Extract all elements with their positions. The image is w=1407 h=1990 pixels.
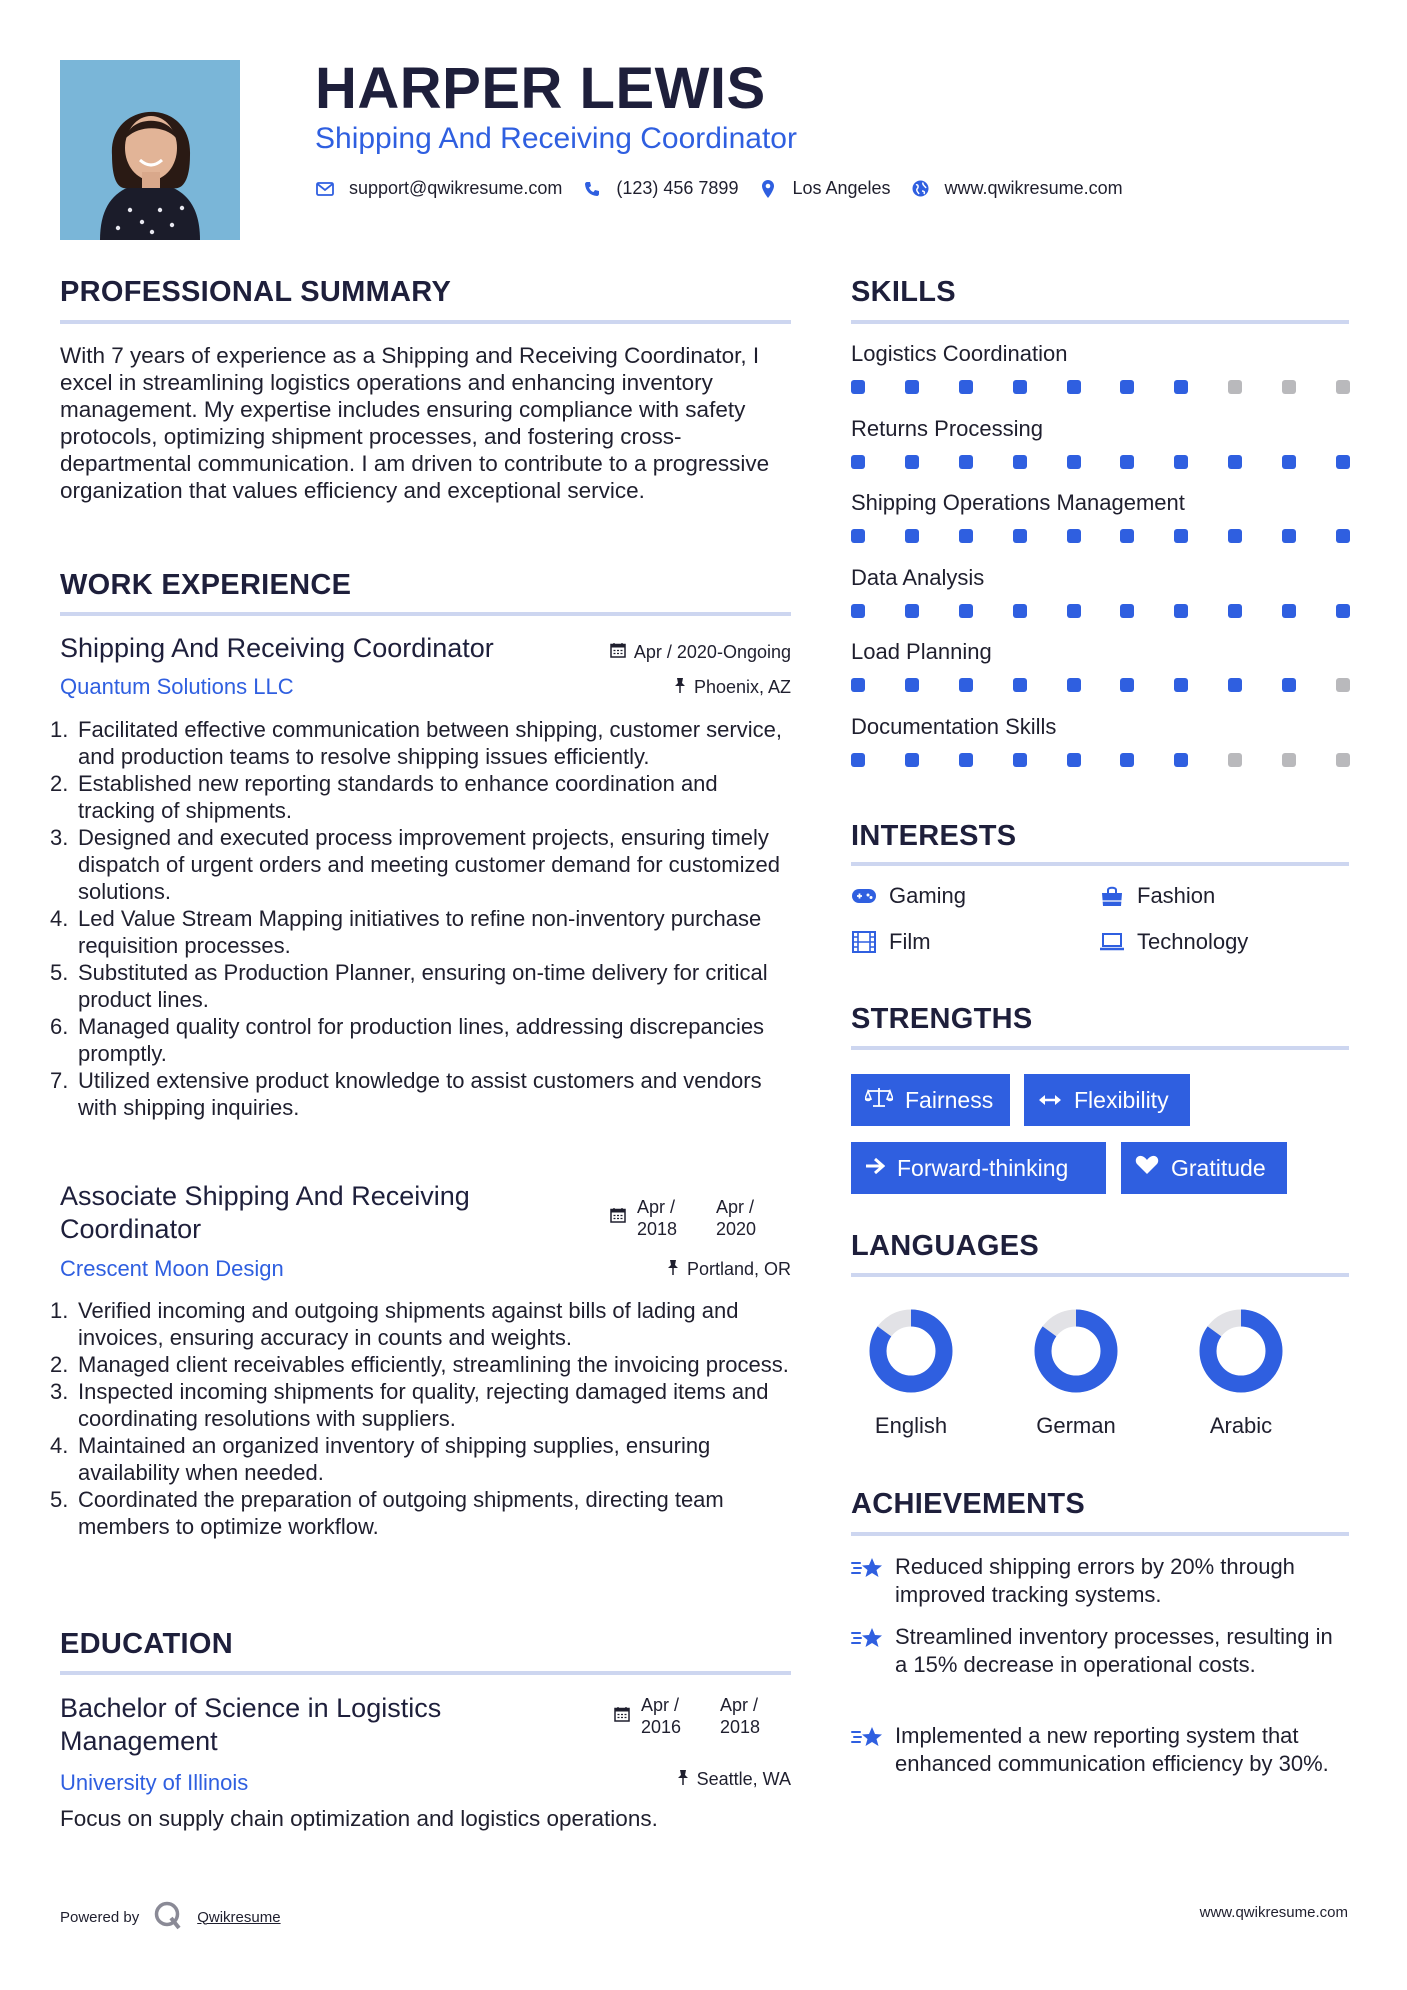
rating-dot-filled — [1174, 604, 1188, 618]
interests-heading: INTERESTS — [851, 820, 1017, 852]
job-location-text-2: Portland, OR — [686, 1259, 791, 1279]
rating-dot-filled — [1228, 678, 1242, 692]
bullet-number: 1. — [50, 1298, 69, 1323]
rating-dot-filled — [959, 604, 973, 618]
footer-website[interactable]: www.qwikresume.com — [1199, 1904, 1348, 1921]
language-label: German — [1036, 1413, 1116, 1438]
laptop-icon — [1099, 933, 1125, 951]
experience-rule — [60, 612, 791, 616]
interest-label: Technology — [1137, 929, 1249, 954]
rating-dot-filled — [1282, 455, 1296, 469]
edu-location-text: Seattle, WA — [696, 1769, 791, 1789]
achievements-heading: ACHIEVEMENTS — [851, 1488, 1086, 1520]
powered-by-text: Powered by — [60, 1908, 140, 1926]
strength-tag-flexibility — [1024, 1074, 1190, 1126]
languages-rule — [851, 1273, 1349, 1277]
bullet-item — [50, 1486, 795, 1540]
edu-date-end: Apr / 2018 — [720, 1695, 761, 1737]
rating-dot-filled — [905, 380, 919, 394]
rating-dot-filled — [1282, 604, 1296, 618]
achievement-text: Streamlined inventory processes, resulting in a 15% decrease in operational costs. — [895, 1624, 1333, 1677]
skill-rating — [851, 380, 1350, 394]
skills-rule — [851, 320, 1349, 324]
strength-label: Forward-thinking — [897, 1154, 1069, 1181]
job-location-1 — [674, 677, 791, 698]
bullet-item — [50, 905, 795, 959]
gamepad-icon — [851, 888, 877, 904]
job-location-2 — [667, 1259, 791, 1280]
candidate-name: HARPER LEWIS — [315, 56, 766, 121]
rating-dot-filled — [851, 604, 865, 618]
skill-label: Returns Processing — [851, 415, 1043, 441]
language-donut — [1196, 1306, 1286, 1396]
strengths-rule — [851, 1046, 1349, 1050]
bullet-item — [50, 1378, 795, 1432]
rating-dot-filled — [1013, 753, 1027, 767]
bullet-number: 2. — [50, 771, 69, 796]
contact-email[interactable] — [315, 178, 562, 199]
rating-dot-empty — [1282, 380, 1296, 394]
film-icon — [851, 931, 877, 953]
rating-dot-empty — [1336, 380, 1350, 394]
rating-dot-filled — [905, 455, 919, 469]
qwikresume-logo-icon — [153, 1900, 183, 1934]
contact-bar — [315, 178, 1143, 199]
achievement-item — [851, 1722, 1351, 1778]
rating-dot-filled — [959, 753, 973, 767]
rating-dot-filled — [1013, 380, 1027, 394]
languages-heading: LANGUAGES — [851, 1230, 1039, 1262]
phone-text: (123) 456 7899 — [616, 178, 739, 198]
rating-dot-filled — [959, 455, 973, 469]
rating-dot-filled — [1228, 604, 1242, 618]
balance-scale-icon — [865, 1086, 893, 1114]
candidate-title: Shipping And Receiving Coordinator — [315, 122, 797, 155]
rating-dot-filled — [1120, 753, 1134, 767]
contact-website[interactable] — [911, 178, 1123, 199]
bullet-item — [50, 770, 795, 824]
achievement-text: Reduced shipping errors by 20% through improved tracking systems. — [895, 1554, 1295, 1607]
school-name: University of Illinois — [60, 1770, 249, 1795]
bullet-text: Maintained an organized inventory of shipping supplies, ensuring availability when needed. — [78, 1433, 711, 1485]
strength-label: Fairness — [905, 1086, 994, 1113]
rating-dot-filled — [1228, 529, 1242, 543]
profile-photo — [60, 60, 240, 240]
bullet-text: Led Value Stream Mapping initiatives to refine non-inventory purchase requisition processes. — [78, 906, 762, 958]
language-donut — [1031, 1306, 1121, 1396]
pin-icon — [674, 677, 686, 698]
summary-rule — [60, 320, 791, 324]
education-rule — [60, 1671, 791, 1675]
strength-tag-fairness — [851, 1074, 1010, 1126]
rating-dot-filled — [1120, 380, 1134, 394]
rating-dot-filled — [1120, 678, 1134, 692]
skill-label: Load Planning — [851, 639, 992, 664]
arrows-horizontal-icon — [1038, 1087, 1062, 1113]
pin-icon — [677, 1769, 689, 1790]
experience-heading: WORK EXPERIENCE — [60, 569, 352, 601]
skill-label: Documentation Skills — [851, 713, 1057, 739]
bullet-item — [50, 1067, 795, 1121]
rating-dot-filled — [959, 529, 973, 543]
rating-dot-filled — [1336, 604, 1350, 618]
rating-dot-filled — [851, 753, 865, 767]
skill-rating — [851, 678, 1350, 692]
contact-phone[interactable] — [582, 178, 738, 199]
map-marker-icon — [758, 180, 778, 198]
rating-dot-filled — [905, 753, 919, 767]
company-1: Quantum Solutions LLC — [60, 674, 294, 699]
heart-icon — [1135, 1155, 1159, 1181]
skill-rating — [851, 753, 1350, 767]
strength-label: Flexibility — [1074, 1086, 1169, 1113]
job-date-1 — [610, 642, 791, 663]
bullet-item — [50, 1432, 795, 1486]
rating-dot-filled — [851, 455, 865, 469]
bullet-text: Verified incoming and outgoing shipments against bills of lading and invoices, ensuring accuracy in counts and weights. — [78, 1298, 739, 1350]
rating-dot-filled — [905, 678, 919, 692]
summary-heading: PROFESSIONAL SUMMARY — [60, 276, 452, 308]
interest-technology — [1099, 929, 1248, 955]
rating-dot-filled — [1174, 380, 1188, 394]
language-donut — [866, 1306, 956, 1396]
interest-label: Gaming — [889, 883, 967, 908]
brand-link[interactable]: Qwikresume — [197, 1908, 281, 1926]
edu-location — [677, 1769, 791, 1790]
bullet-item — [50, 716, 795, 770]
rating-dot-filled — [851, 380, 865, 394]
bullet-text: Established new reporting standards to enhance coordination and tracking of shipments. — [78, 771, 718, 823]
rating-dot-filled — [1067, 753, 1081, 767]
bullet-number: 2. — [50, 1352, 69, 1377]
rating-dot-filled — [1336, 529, 1350, 543]
achievements-rule — [851, 1532, 1349, 1536]
rating-dot-filled — [1067, 455, 1081, 469]
rating-dot-empty — [1228, 380, 1242, 394]
interest-label: Fashion — [1137, 883, 1216, 908]
skill-label: Data Analysis — [851, 564, 985, 590]
footer-powered-by — [60, 1900, 281, 1934]
education-heading: EDUCATION — [60, 1628, 233, 1660]
bullet-text: Utilized extensive product knowledge to assist customers and vendors with shipping inquiries. — [78, 1068, 762, 1120]
rating-dot-filled — [1336, 455, 1350, 469]
bullet-item — [50, 1351, 795, 1378]
job-location-text-1: Phoenix, AZ — [693, 677, 791, 697]
rating-dot-filled — [851, 529, 865, 543]
bullet-text: Inspected incoming shipments for quality, rejecting damaged items and coordinating resolutions with suppliers. — [78, 1379, 769, 1431]
bullet-text: Designed and executed process improvement projects, ensuring timely dispatch of urgent orders and meeting customer demand for customized solutions. — [78, 825, 780, 904]
rating-dot-empty — [1228, 753, 1242, 767]
rating-dot-filled — [1013, 678, 1027, 692]
interests-rule — [851, 862, 1349, 866]
bullet-text: Managed client receivables efficiently, streamlining the invoicing process. — [78, 1352, 789, 1377]
shooting-star-icon — [851, 1623, 895, 1679]
bullet-item — [50, 959, 795, 1013]
company-2: Crescent Moon Design — [60, 1256, 284, 1281]
rating-dot-filled — [1282, 529, 1296, 543]
skill-label: Shipping Operations Management — [851, 490, 1185, 515]
job-date-text-1: Apr / 2020-Ongoing — [633, 642, 791, 662]
bullet-number: 3. — [50, 825, 69, 850]
rating-dot-empty — [1336, 678, 1350, 692]
bullet-number: 5. — [50, 960, 69, 985]
skill-label: Logistics Coordination — [851, 341, 1068, 366]
interest-fashion — [1099, 883, 1215, 909]
contact-location — [758, 178, 890, 199]
strengths-heading: STRENGTHS — [851, 1003, 1033, 1035]
globe-icon — [911, 180, 931, 197]
bullet-number: 1. — [50, 717, 69, 742]
strength-label: Gratitude — [1171, 1154, 1266, 1181]
skills-heading: SKILLS — [851, 276, 956, 308]
summary-text: With 7 years of experience as a Shipping and Receiving Coordinator, I excel in streamlining logistics operations and enhancing inventory management. My expertise includes ensuring compliance with safety protocols, optimizing shipment processes, and fostering cross-departmental communication. I am driven to contribute to a progressive organization that values efficiency and exceptional service. — [60, 343, 770, 503]
rating-dot-filled — [905, 604, 919, 618]
rating-dot-filled — [905, 529, 919, 543]
interest-label: Film — [889, 929, 931, 954]
rating-dot-empty — [1336, 753, 1350, 767]
bullet-number: 4. — [50, 1433, 69, 1458]
edu-date-start: Apr / 2016 — [641, 1695, 682, 1737]
rating-dot-filled — [851, 678, 865, 692]
phone-icon — [582, 181, 602, 197]
rating-dot-filled — [1067, 380, 1081, 394]
bullet-number: 4. — [50, 906, 69, 931]
interest-film — [851, 929, 931, 955]
bullet-item — [50, 824, 795, 905]
rating-dot-filled — [1228, 455, 1242, 469]
bullet-text: Facilitated effective communication between shipping, customer service, and production teams to resolve shipping issues efficiently. — [78, 717, 782, 769]
skill-rating — [851, 455, 1350, 469]
job-title-2: Associate Shipping And Receiving Coordinator — [60, 1181, 470, 1244]
job-date-start-2: Apr / 2018 — [637, 1197, 678, 1239]
bullet-text: Coordinated the preparation of outgoing shipments, directing team members to optimize workflow. — [78, 1487, 724, 1539]
edu-description: Focus on supply chain optimization and logistics operations. — [60, 1806, 658, 1831]
rating-dot-filled — [1067, 604, 1081, 618]
skill-rating — [851, 529, 1350, 543]
rating-dot-filled — [1067, 678, 1081, 692]
arrow-right-icon — [865, 1155, 885, 1181]
job-title-1: Shipping And Receiving Coordinator — [60, 633, 494, 663]
bullet-item — [50, 1013, 795, 1067]
rating-dot-empty — [1282, 753, 1296, 767]
language-label: English — [874, 1413, 948, 1438]
calendar-icon — [610, 642, 626, 663]
bullet-number: 6. — [50, 1014, 69, 1039]
strength-tag-forward-thinking — [851, 1142, 1106, 1194]
bullet-number: 7. — [50, 1068, 69, 1093]
email-text: support@qwikresume.com — [349, 178, 563, 198]
rating-dot-filled — [1174, 529, 1188, 543]
rating-dot-filled — [1120, 529, 1134, 543]
bullet-number: 3. — [50, 1379, 69, 1404]
rating-dot-filled — [1067, 529, 1081, 543]
achievement-item — [851, 1623, 1351, 1679]
rating-dot-filled — [959, 678, 973, 692]
rating-dot-filled — [1013, 455, 1027, 469]
achievement-text: Implemented a new reporting system that enhanced communication efficiency by 30%. — [895, 1723, 1329, 1776]
rating-dot-filled — [1120, 604, 1134, 618]
language-label: Arabic — [1209, 1413, 1273, 1438]
website-text: www.qwikresume.com — [944, 178, 1123, 198]
bullet-text: Managed quality control for production lines, addressing discrepancies promptly. — [78, 1014, 765, 1066]
rating-dot-filled — [1174, 753, 1188, 767]
bullet-number: 5. — [50, 1487, 69, 1512]
shopping-bag-icon — [1099, 885, 1125, 907]
bullet-item — [50, 1297, 795, 1351]
envelope-icon — [315, 182, 335, 196]
rating-dot-filled — [959, 380, 973, 394]
achievement-item — [851, 1553, 1351, 1609]
rating-dot-filled — [1174, 678, 1188, 692]
calendar-icon — [610, 1207, 626, 1228]
strength-tag-gratitude — [1121, 1142, 1287, 1194]
job-bullets-2 — [50, 1297, 795, 1540]
location-text: Los Angeles — [792, 178, 891, 198]
rating-dot-filled — [1013, 529, 1027, 543]
rating-dot-filled — [1120, 455, 1134, 469]
shooting-star-icon — [851, 1722, 895, 1778]
skill-rating — [851, 604, 1350, 618]
rating-dot-filled — [1282, 678, 1296, 692]
shooting-star-icon — [851, 1553, 895, 1609]
rating-dot-filled — [1013, 604, 1027, 618]
interest-gaming — [851, 883, 966, 909]
rating-dot-filled — [1174, 455, 1188, 469]
calendar-icon — [614, 1706, 630, 1727]
job-bullets-1 — [50, 716, 795, 1121]
job-date-end-2: Apr / 2020 — [716, 1197, 757, 1239]
degree-title: Bachelor of Science in Logistics Management — [60, 1693, 442, 1756]
pin-icon — [667, 1259, 679, 1280]
bullet-text: Substituted as Production Planner, ensuring on-time delivery for critical product lines. — [78, 960, 768, 1012]
